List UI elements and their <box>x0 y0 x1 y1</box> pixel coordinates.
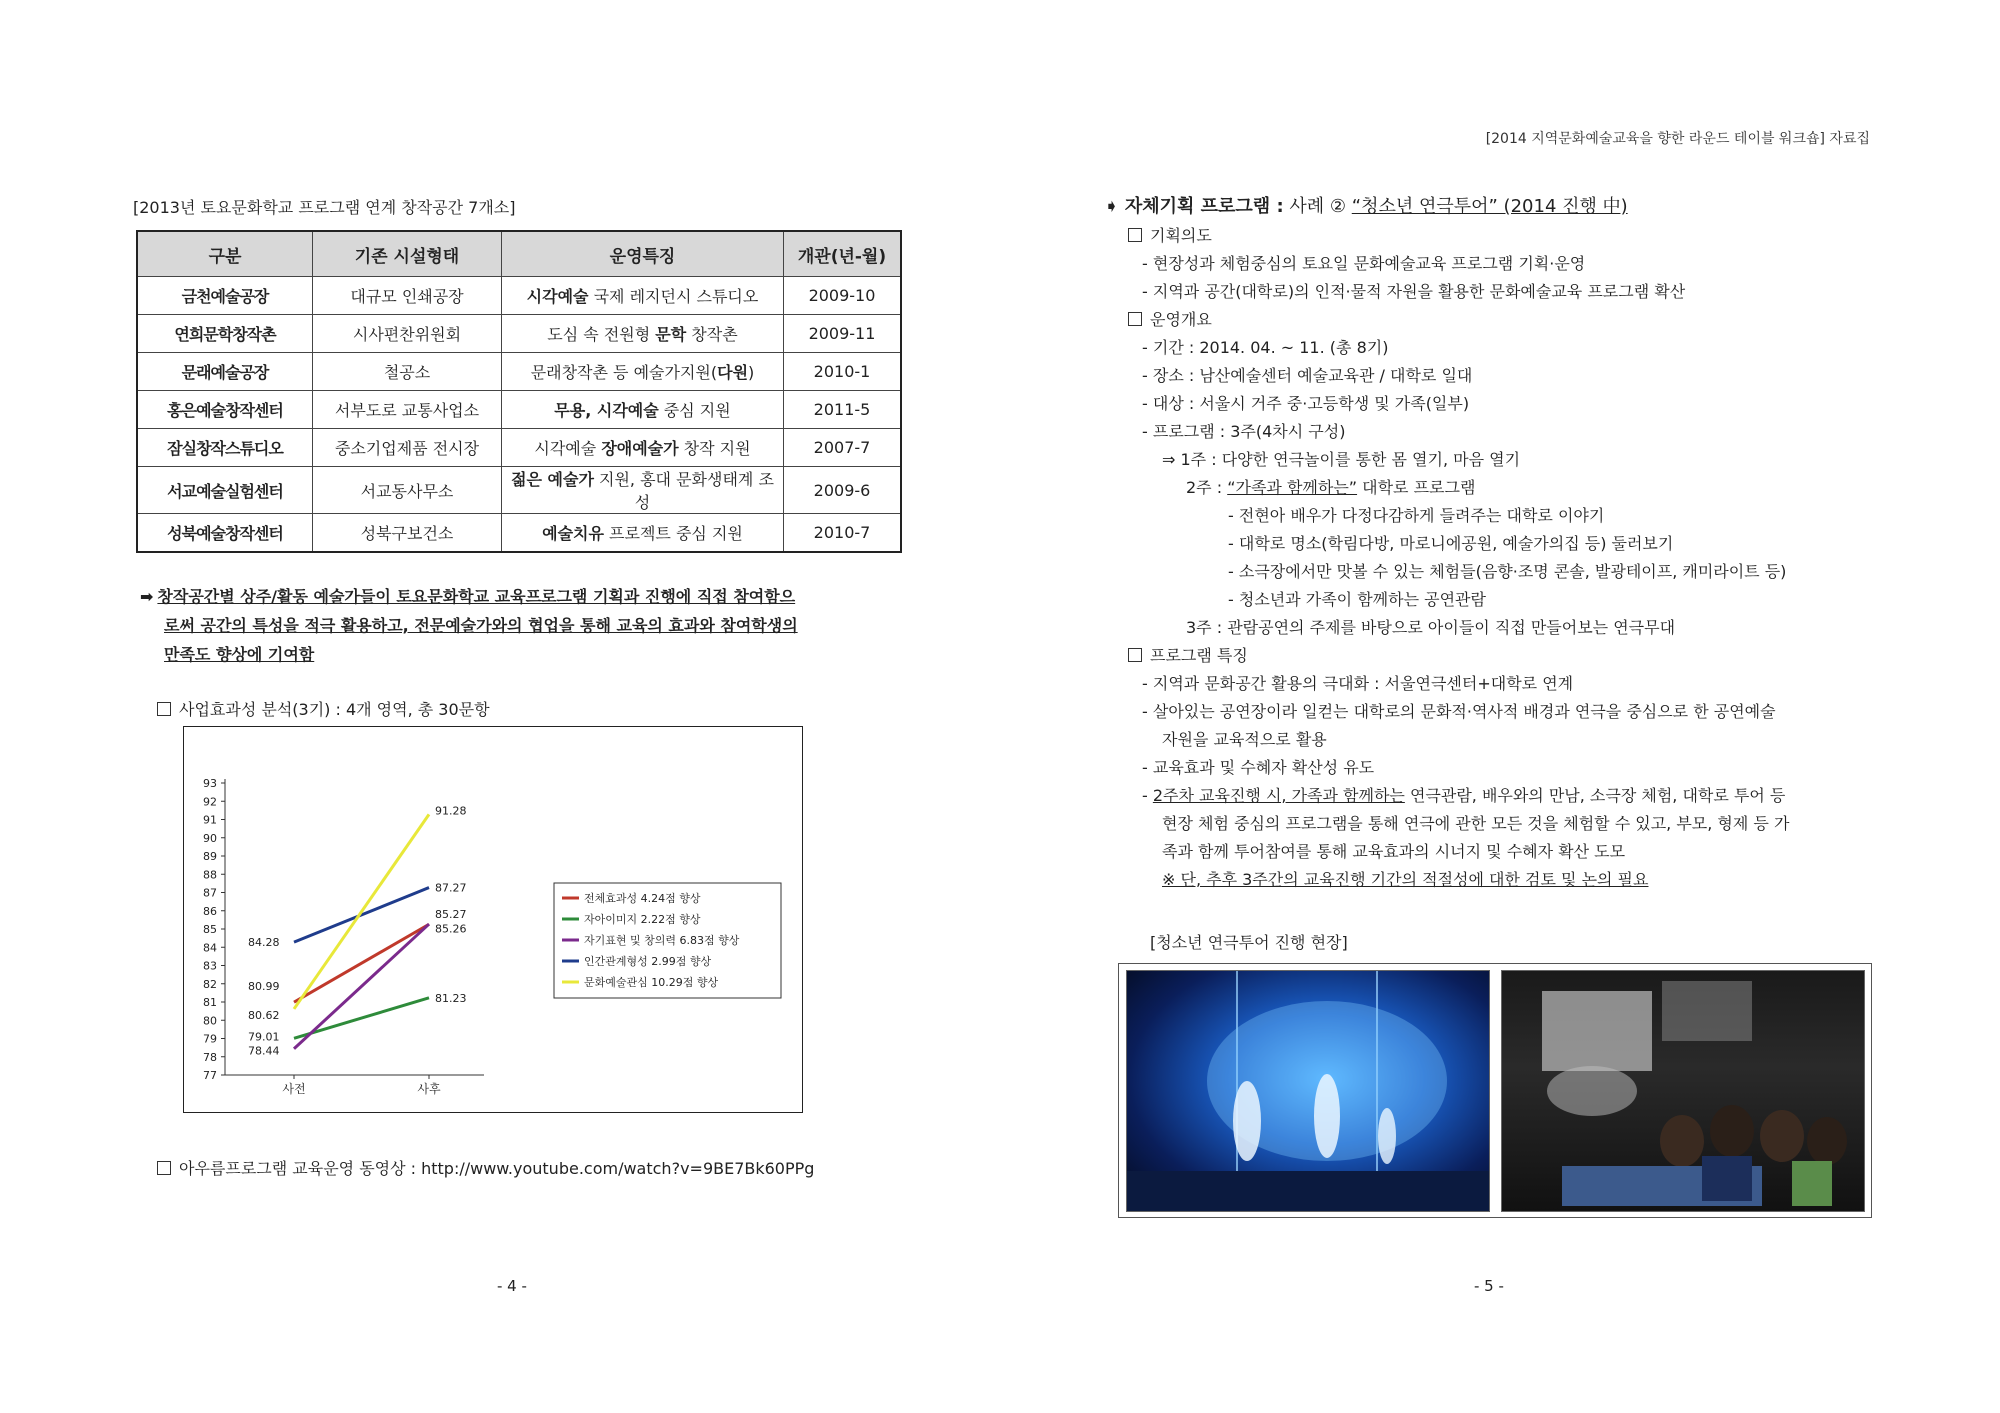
feature-rest: 창작 지원 <box>678 439 751 458</box>
console-scene-image <box>1502 971 1864 1211</box>
cell-facility: 시사편찬위원회 <box>313 315 502 353</box>
stage-scene-image <box>1127 971 1489 1211</box>
video-link-line <box>157 1156 814 1179</box>
series-line <box>294 924 429 1049</box>
cell-facility: 대규모 인쇄공장 <box>313 277 502 315</box>
section-title <box>1104 192 1628 218</box>
y-tick-label: 88 <box>203 868 217 882</box>
note-line-1: 창작공간별 상주/활동 예술가들이 토요문화학교 교육프로그램 기획과 진행에 직접 참여함으 <box>157 587 796 606</box>
data-label: 80.99 <box>248 980 280 994</box>
week1-line: ⇒ 1주 : 다양한 연극놀이를 통한 몸 열기, 마음 열기 <box>1162 450 1521 469</box>
cell-feature <box>502 391 784 429</box>
week2-post: 대학로 프로그램 <box>1357 478 1476 497</box>
sec3-item: - 지역과 문화공간 활용의 극대화 : 서울연극센터+대학로 연계 <box>1142 674 1574 693</box>
analysis-title <box>157 697 490 720</box>
col-header-facility: 기존 시설형태 <box>313 231 502 277</box>
week2-item: - 청소년과 가족이 함께하는 공연관람 <box>1228 590 1486 609</box>
feature-bold: 예술치유 <box>542 524 604 543</box>
feature-rest: 지원, 홍대 문화생태계 조성 <box>593 470 774 512</box>
y-tick-label: 83 <box>203 959 217 973</box>
title-underlined: “청소년 연극투어” (2014 진행 中) <box>1351 196 1628 217</box>
checkbox-square-icon <box>157 702 171 716</box>
x-tick-label: 사후 <box>417 1082 441 1096</box>
feature-pre: 시각예술 <box>534 439 602 458</box>
sec2-item: - 장소 : 남산예술센터 예술교육관 / 대학로 일대 <box>1142 366 1473 385</box>
y-tick-label: 86 <box>203 904 217 918</box>
title-mid: 사례 ② <box>1283 196 1352 217</box>
feature-bold: 장애예술가 <box>601 439 679 458</box>
document-header: [2014 지역문화예술교육을 향한 라운드 테이블 워크숍] 자료집 <box>1485 131 1870 147</box>
data-label: 79.01 <box>248 1030 280 1044</box>
table-row <box>137 315 901 353</box>
legend-entry: 전체효과성 4.24점 향상 <box>584 892 701 905</box>
week2-line <box>1128 474 1888 502</box>
x-tick-label: 사전 <box>282 1082 306 1096</box>
week2-underlined: “가족과 함께하는” <box>1227 478 1358 497</box>
week2-item: - 소극장에서만 맛볼 수 있는 체험들(음향·조명 콘솔, 발광테이프, 캐미라이트 등) <box>1228 562 1787 581</box>
cell-feature <box>502 315 784 353</box>
sec3-item <box>1128 782 1888 810</box>
sec1-heading <box>1128 222 1888 250</box>
sec3-heading <box>1128 642 1888 670</box>
feature-bold: 시각예술 <box>526 287 589 306</box>
table-row <box>137 353 901 391</box>
feature-rest: 프로젝트 중심 지원 <box>603 524 743 543</box>
table-row <box>137 467 901 514</box>
data-label: 91.28 <box>435 804 467 818</box>
sec3-item-cont: 자원을 교육적으로 활용 <box>1162 730 1327 749</box>
table-row <box>137 514 901 553</box>
table-row <box>137 277 901 315</box>
note-line-3: 만족도 향상에 기여함 <box>164 645 315 664</box>
sec1-item: - 지역과 공간(대학로)의 인적·물적 자원을 활용한 문화예술교육 프로그램 확산 <box>1142 282 1686 301</box>
analysis-title-text: 사업효과성 분석(3기) : 4개 영역, 총 30문항 <box>179 700 490 719</box>
sec1-item: - 현장성과 체험중심의 토요일 문화예술교육 프로그램 기획·운영 <box>1142 254 1586 273</box>
sec3-item: - 교육효과 및 수혜자 확산성 유도 <box>1142 758 1375 777</box>
legend-entry: 자아이미지 2.22점 향상 <box>584 913 701 926</box>
cell-facility: 서부도로 교통사업소 <box>313 391 502 429</box>
sec3-item4-underlined: 2주차 교육진행 시, 가족과 함께하는 <box>1152 786 1405 805</box>
cell-opened: 2009-10 <box>784 277 902 315</box>
photo-caption: [청소년 연극투어 진행 현장] <box>1150 933 1348 952</box>
feature-pre: 문래창작촌 등 예술가지원( <box>530 363 718 382</box>
cell-feature <box>502 467 784 514</box>
y-tick-label: 93 <box>203 777 217 790</box>
creative-spaces-table <box>136 230 902 553</box>
y-tick-label: 79 <box>203 1032 217 1046</box>
cell-opened: 2009-6 <box>784 467 902 514</box>
sec3-item-cont: 족과 함께 투어참여를 통해 교육효과의 시너지 및 수혜자 확산 도모 <box>1162 842 1626 861</box>
right-body <box>1128 222 1888 894</box>
data-label: 78.44 <box>248 1044 280 1058</box>
y-tick-label: 77 <box>203 1069 217 1082</box>
week3-line: 3주 : 관람공연의 주제를 바탕으로 아이들이 직접 만들어보는 연극무대 <box>1186 618 1676 637</box>
sec1-text: 기획의도 <box>1150 226 1212 245</box>
y-tick-label: 78 <box>203 1050 217 1064</box>
feature-rest: 중심 지원 <box>658 401 731 420</box>
legend-entry: 인간관계형성 2.99점 향상 <box>584 955 712 968</box>
feature-rest: 창작촌 <box>686 325 738 344</box>
line-chart-svg <box>184 727 802 1112</box>
series-line <box>294 998 429 1039</box>
summary-note <box>140 582 910 669</box>
cell-facility: 서교동사무소 <box>313 467 502 514</box>
data-label: 80.62 <box>248 1008 280 1022</box>
cell-name: 문래예술공장 <box>137 353 313 391</box>
y-tick-label: 90 <box>203 831 217 845</box>
cell-feature <box>502 353 784 391</box>
cell-opened: 2009-11 <box>784 315 902 353</box>
feature-bold: 문학 <box>655 325 687 344</box>
console-photo <box>1501 970 1865 1212</box>
data-label: 81.23 <box>435 991 467 1005</box>
week2-item: - 전현아 배우가 다정다감하게 들려주는 대학로 이야기 <box>1228 506 1605 525</box>
sec3-item: - 살아있는 공연장이라 일컫는 대학로의 문화적·역사적 배경과 연극을 중심으로 한 공연예술 <box>1142 702 1776 721</box>
data-label: 87.27 <box>435 881 467 895</box>
col-header-category: 구분 <box>137 231 313 277</box>
sec2-item: - 프로그램 : 3주(4차시 구성) <box>1142 422 1346 441</box>
checkbox-square-icon <box>1128 648 1142 662</box>
sec2-item: - 대상 : 서울시 거주 중·고등학생 및 가족(일부) <box>1142 394 1470 413</box>
y-tick-label: 91 <box>203 813 217 827</box>
checkbox-square-icon <box>1128 228 1142 242</box>
col-header-opened: 개관(년-월) <box>784 231 902 277</box>
y-tick-label: 85 <box>203 923 217 936</box>
y-tick-label: 80 <box>203 1014 217 1028</box>
page-number-right: - 5 - <box>1474 1277 1504 1295</box>
cell-facility: 성북구보건소 <box>313 514 502 553</box>
series-line <box>294 888 429 943</box>
checkbox-square-icon <box>1128 312 1142 326</box>
col-header-feature: 운영특징 <box>502 231 784 277</box>
y-tick-label: 84 <box>203 941 217 955</box>
cell-feature <box>502 429 784 467</box>
y-tick-label: 87 <box>203 886 217 900</box>
sec3-item4-rest: 연극관람, 배우와의 만남, 소극장 체험, 대학로 투어 등 <box>1404 786 1786 805</box>
table-caption: [2013년 토요문화학교 프로그램 연계 창작공간 7개소] <box>133 198 516 217</box>
stage-photo <box>1126 970 1490 1212</box>
cell-opened: 2010-1 <box>784 353 902 391</box>
cell-name: 성북예술창작센터 <box>137 514 313 553</box>
sec3-note: ※ 단, 추후 3주간의 교육진행 기간의 적절성에 대한 검토 및 논의 필요 <box>1162 870 1649 889</box>
y-tick-label: 81 <box>203 996 217 1009</box>
title-bold: 자체기획 프로그램 : <box>1124 196 1284 217</box>
feature-bold: 다원 <box>717 363 749 382</box>
table-row <box>137 391 901 429</box>
series-line <box>294 814 429 1009</box>
effectiveness-chart <box>183 726 803 1113</box>
sec3-item4-dash: - <box>1142 786 1153 805</box>
feature-rest: ) <box>748 363 755 382</box>
cell-name: 홍은예술창작센터 <box>137 391 313 429</box>
week2-item: - 대학로 명소(학림다방, 마로니에공원, 예술가의집 등) 둘러보기 <box>1228 534 1674 553</box>
data-label: 85.26 <box>435 922 467 936</box>
video-link-text[interactable]: 아우름프로그램 교육운영 동영상 : http://www.youtube.com/watch?v=9BE7Bk60PPg <box>179 1159 815 1178</box>
feature-bold: 젊은 예술가 <box>511 470 594 489</box>
cell-opened: 2007-7 <box>784 429 902 467</box>
cell-name: 연희문학창작촌 <box>137 315 313 353</box>
feature-pre: 도심 속 전원형 <box>547 325 656 344</box>
table-row <box>137 429 901 467</box>
cell-feature <box>502 514 784 553</box>
checkbox-square-icon <box>157 1161 171 1175</box>
feature-bold: 무용, 시각예술 <box>554 401 659 420</box>
cell-opened: 2011-5 <box>784 391 902 429</box>
week2-pre: 2주 : <box>1186 478 1228 497</box>
sec2-heading <box>1128 306 1888 334</box>
cell-facility: 철공소 <box>313 353 502 391</box>
y-tick-label: 92 <box>203 795 217 809</box>
legend-entry: 자기표현 및 창의력 6.83점 향상 <box>584 934 740 947</box>
note-line-2: 로써 공간의 특성을 적극 활용하고, 전문예술가와의 협업을 통해 교육의 효과와 참여학생의 <box>164 616 798 635</box>
table-header-row <box>137 231 901 277</box>
y-tick-label: 89 <box>203 850 217 863</box>
sec2-text: 운영개요 <box>1150 310 1212 329</box>
arrow-head-icon: ➧ <box>1104 196 1120 217</box>
cell-name: 서교예술실험센터 <box>137 467 313 514</box>
page-number-left: - 4 - <box>497 1277 527 1295</box>
sec3-item-cont: 현장 체험 중심의 프로그램을 통해 연극에 관한 모든 것을 체험할 수 있고, 부모, 형제 등 가 <box>1162 814 1790 833</box>
cell-name: 금천예술공장 <box>137 277 313 315</box>
feature-rest: 국제 레지던시 스튜디오 <box>588 287 759 306</box>
cell-feature <box>502 277 784 315</box>
y-tick-label: 82 <box>203 977 217 991</box>
data-label: 84.28 <box>248 936 280 950</box>
cell-name: 잠실창작스튜디오 <box>137 429 313 467</box>
cell-opened: 2010-7 <box>784 514 902 553</box>
series-line <box>294 924 429 1002</box>
arrow-right-icon: ➡ <box>140 587 154 606</box>
sec2-item: - 기간 : 2014. 04. ~ 11. (총 8기) <box>1142 338 1389 357</box>
cell-facility: 중소기업제품 전시장 <box>313 429 502 467</box>
legend-entry: 문화예술관심 10.29점 향상 <box>584 976 719 989</box>
sec3-text: 프로그램 특징 <box>1150 646 1248 665</box>
data-label: 85.27 <box>435 908 467 922</box>
